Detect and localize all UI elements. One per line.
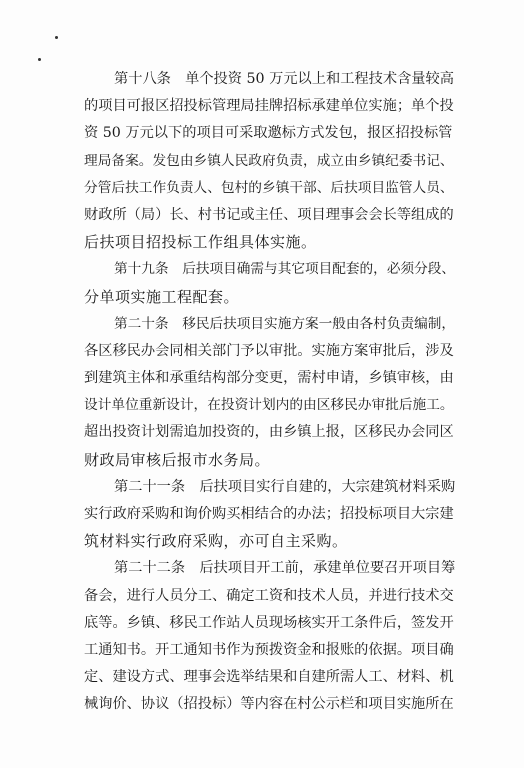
article-18-line: 资 50 万元以下的项目可采取邀标方式发包，报区招投标管 (84, 125, 453, 142)
article-19-line: 分单项实施工程配套。 (84, 287, 240, 306)
document-body (84, 66, 474, 719)
article-20-line: 到建筑主体和承重结构部分变更，需村申请，乡镇审核，由 (84, 370, 454, 387)
article-22-line: 底等。乡镇、移民工作站人员现场核实开工条件后，签发开 (84, 614, 454, 631)
article-18-line: 理局备案。发包由乡镇人民政府负责，成立由乡镇纪委书记、 (84, 152, 454, 169)
article-18-line: 后扶项目招投标工作组具体实施。 (84, 233, 317, 252)
article-18-line: 分管后扶工作负责人、包村的乡镇干部、后扶项目监管人员、 (84, 179, 454, 196)
article-22-line: 备会，进行人员分工、确定工资和技术人员，并进行技术交 (84, 587, 454, 604)
article-21-line: 筑材料实行政府采购，亦可自主采购。 (84, 532, 348, 551)
article-21-line: 实行政府采购和询价购买相结合的办法；招投标项目大宗建 (84, 506, 454, 522)
article-22-line: 定、建设方式、理事会选举结果和自建所需人工、材料、机 (84, 669, 454, 686)
article-18-line: 的项目可报区招投标管理局挂牌招标承建单位实施；单个投 (84, 98, 454, 115)
scan-speck (38, 58, 41, 61)
article-22-line: 工通知书。开工通知书作为预拨资金和报账的依据。项目确 (84, 641, 454, 658)
article-22-line: 第二十二条 后扶项目开工前，承建单位要召开项目筹 (114, 560, 456, 577)
article-19-line: 第十九条 后扶项目确需与其它项目配套的，必须分段、 (114, 261, 456, 278)
article-22-line: 械询价、协议（招投标）等内容在村公示栏和项目实施所在 (84, 696, 454, 713)
article-18-line: 第十八条 单个投资 50 万元以上和工程技术含量较高 (114, 71, 454, 87)
article-20-line: 财政局审核后报市水务局。 (84, 450, 271, 469)
article-20-line: 超出投资计划需追加投资的，由乡镇上报，区移民办会同区 (84, 424, 454, 441)
article-18-line: 财政所（局）长、村书记或主任、项目理事会会长等组成的 (84, 206, 454, 223)
article-20-line: 第二十条 移民后扶项目实施方案一般由各村负责编制， (114, 315, 456, 332)
scan-speck (55, 36, 58, 39)
article-21-line: 第二十一条 后扶项目实行自建的，大宗建筑材料采购 (114, 478, 456, 495)
article-20-line: 各区移民办会同相关部门予以审批。实施方案审批后，涉及 (84, 342, 454, 359)
article-20-line: 设计单位重新设计，在投资计划内的由区移民办审批后施工。 (84, 397, 454, 414)
